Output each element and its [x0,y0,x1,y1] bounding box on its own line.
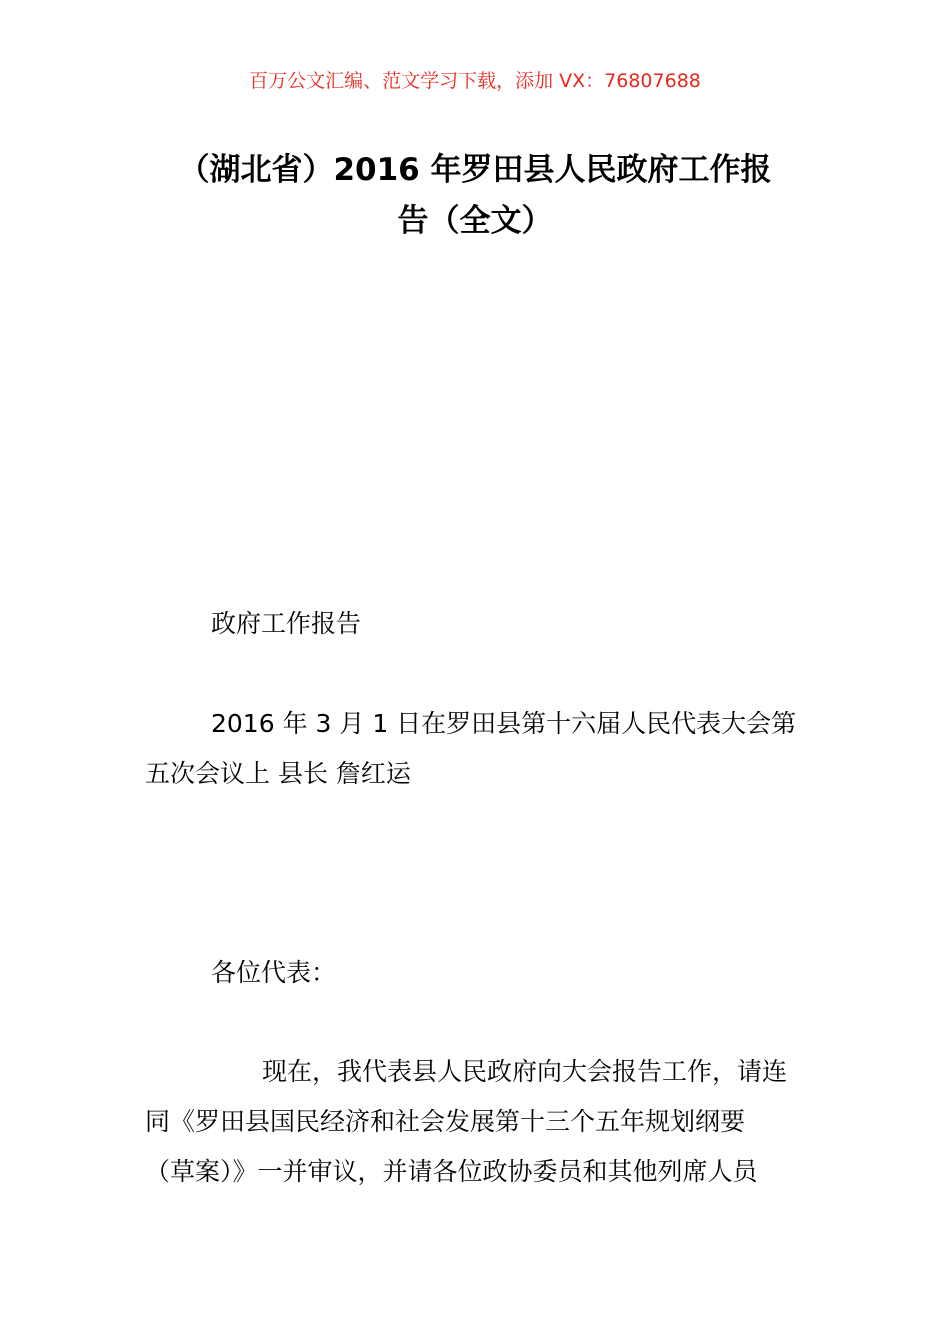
document-title-line-2: 告（全文） [397,203,553,239]
paragraph-line-3: （草案）》一并审议，并请各位政协委员和其他列席人员 [145,1157,758,1186]
promo-header: 百万公文汇编、范文学习下载，添加 VX：76807688 [249,70,701,92]
paragraph-line-2: 同《罗田县国民经济和社会发展第十三个五年规划纲要 [145,1107,746,1136]
meeting-info-line-2: 五次会议上 县长 詹红运 [145,759,411,788]
document-title-line-1: （湖北省）2016 年罗田县人民政府工作报 [178,152,772,188]
meeting-info-line-1: 2016 年 3 月 1 日在罗田县第十六届人民代表大会第 [211,709,797,738]
greeting: 各位代表： [211,958,337,987]
report-heading: 政府工作报告 [211,609,362,638]
paragraph-line-1: 现在，我代表县人民政府向大会报告工作，请连 [262,1057,788,1086]
